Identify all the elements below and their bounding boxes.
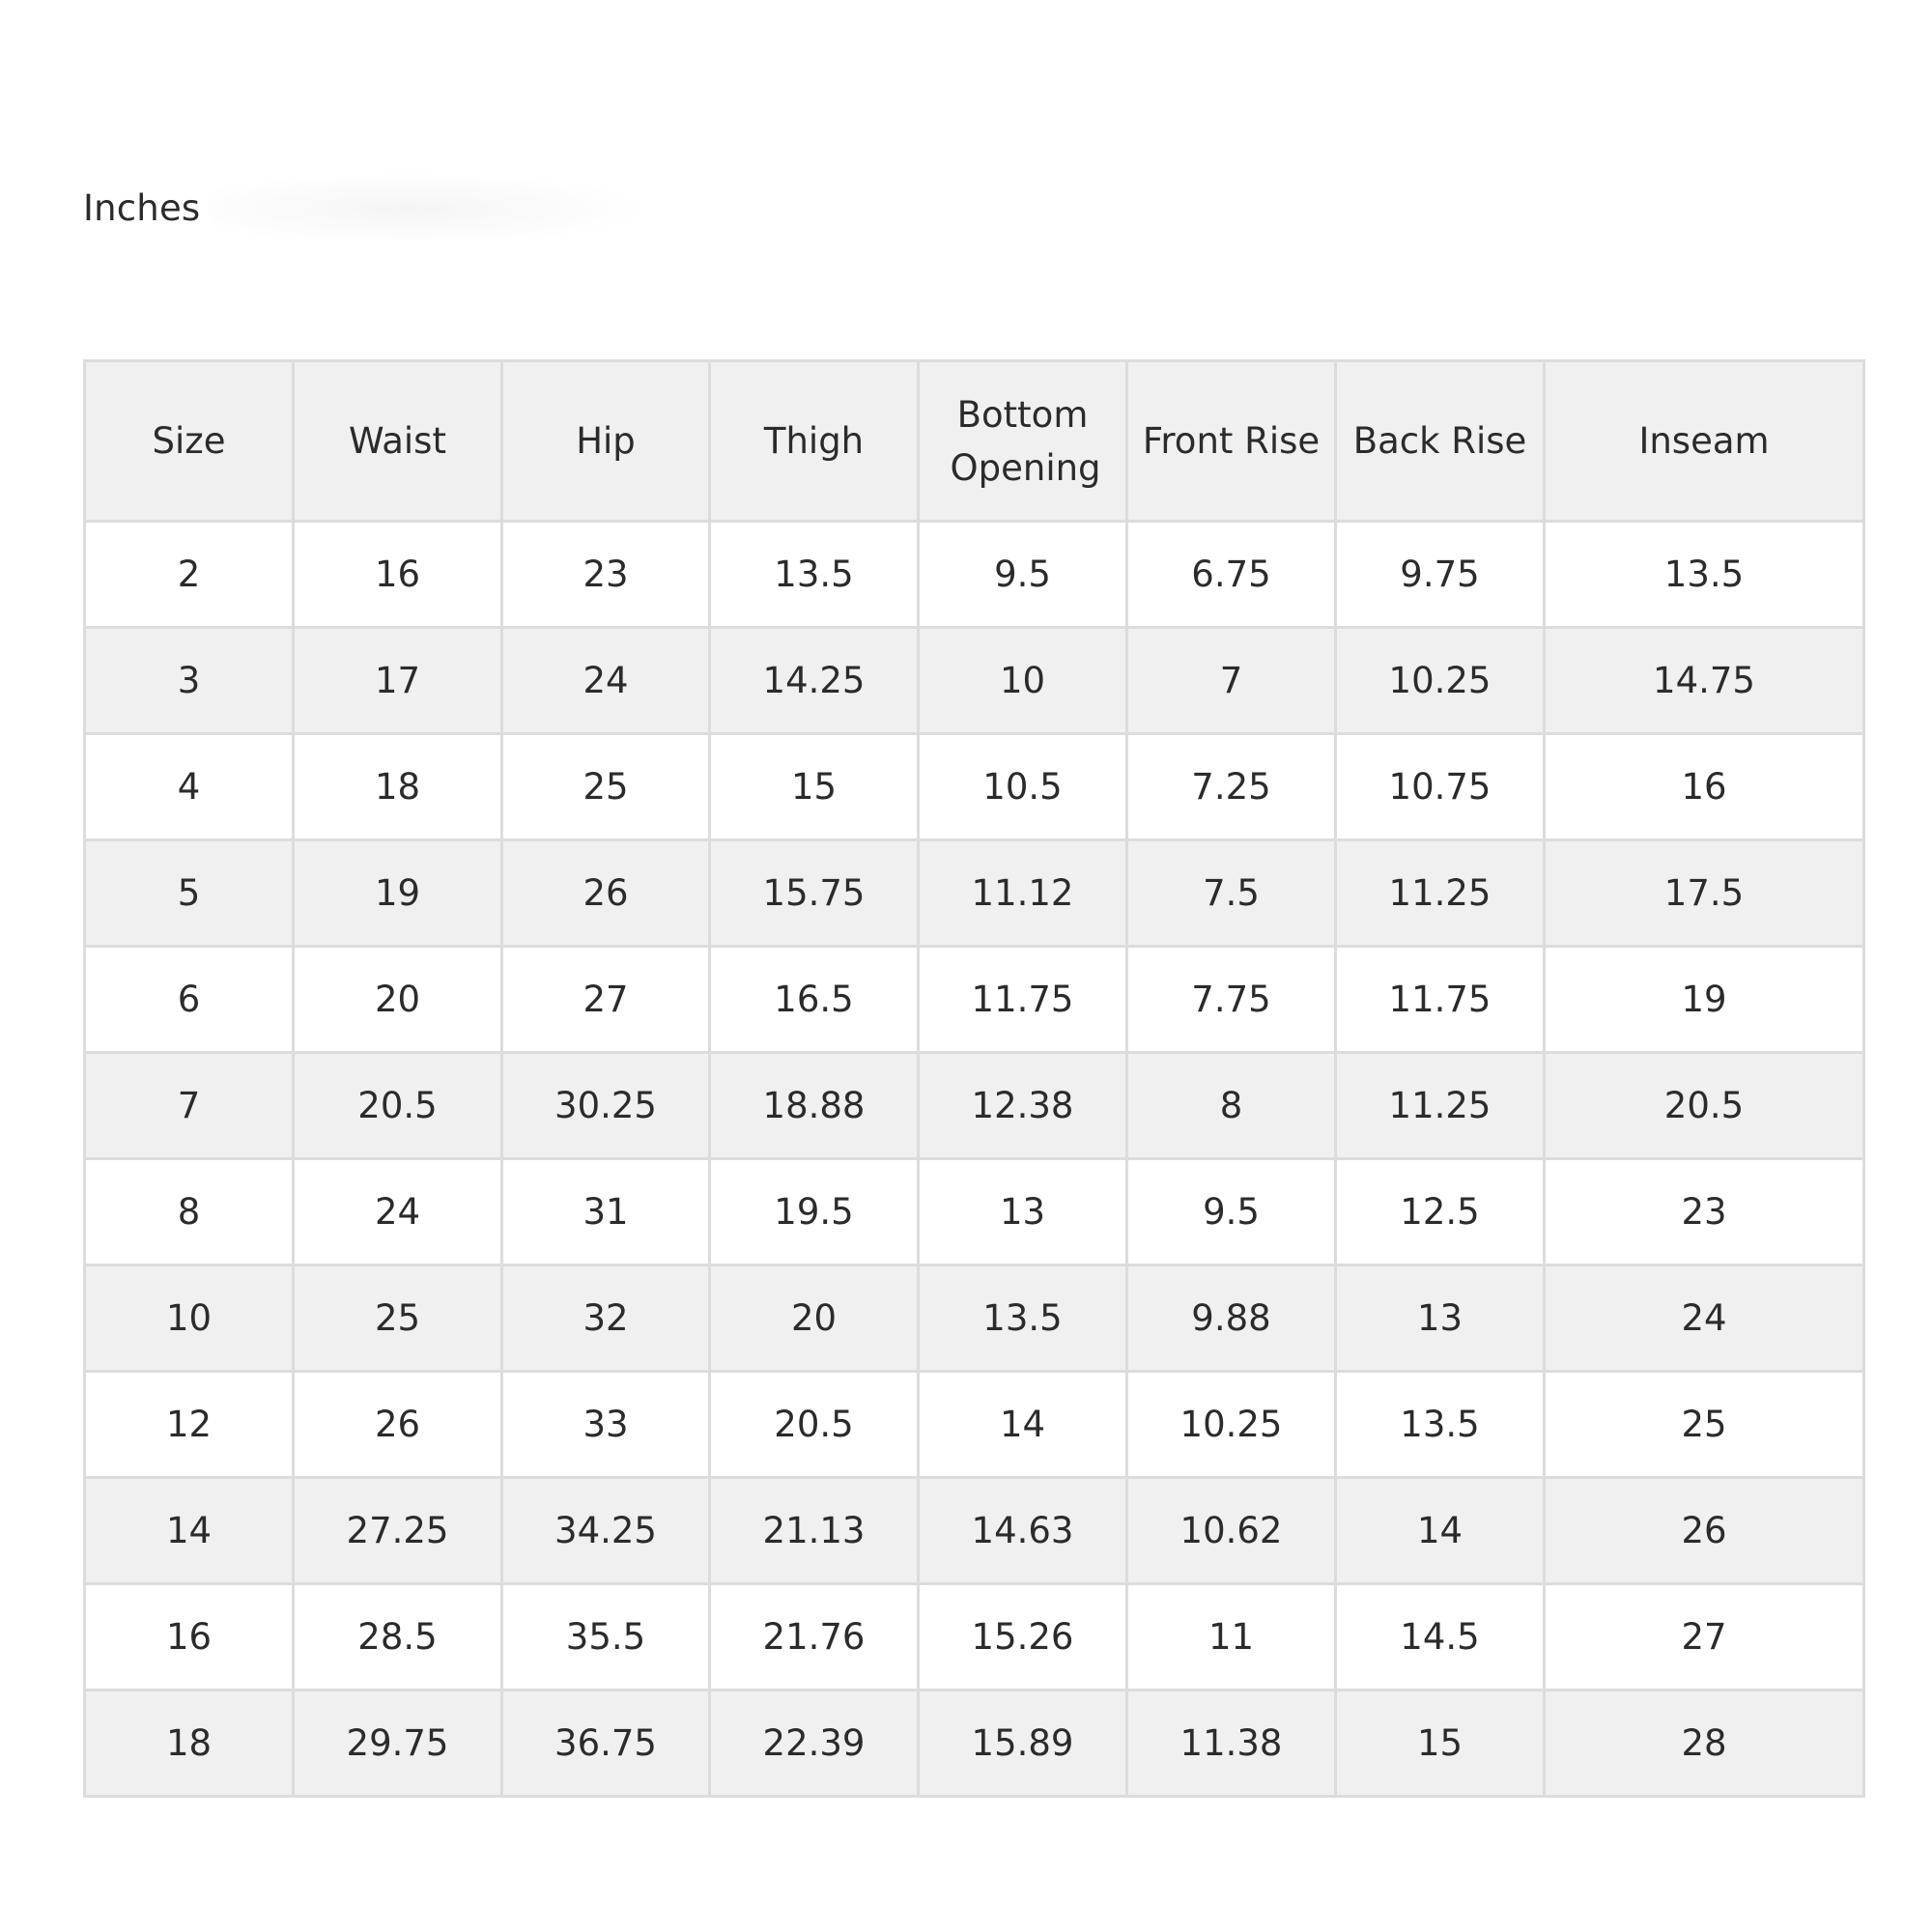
cell-waist: 17 [294,628,502,734]
cell-bottom-opening: 14.63 [919,1478,1127,1584]
cell-back-rise: 15 [1336,1690,1545,1797]
cell-size: 10 [85,1265,294,1372]
cell-bottom-opening: 11.12 [919,840,1127,947]
header-bottom-opening [919,361,1127,522]
cell-hip: 35.5 [502,1584,710,1690]
header-thigh: Thigh [710,361,919,522]
cell-inseam: 13.5 [1545,522,1864,628]
cell-bottom-opening: 12.38 [919,1053,1127,1159]
cell-thigh: 20.5 [710,1372,919,1478]
cell-bottom-opening: 14 [919,1372,1127,1478]
cell-thigh: 21.13 [710,1478,919,1584]
table-row [85,1159,1864,1265]
cell-waist: 29.75 [294,1690,502,1797]
cell-waist: 16 [294,522,502,628]
cell-thigh: 14.25 [710,628,919,734]
table-row [85,734,1864,840]
cell-inseam: 26 [1545,1478,1864,1584]
cell-inseam: 28 [1545,1690,1864,1797]
cell-size: 3 [85,628,294,734]
cell-bottom-opening: 13 [919,1159,1127,1265]
cell-hip: 34.25 [502,1478,710,1584]
blurred-region [208,172,652,240]
cell-front-rise: 7.25 [1127,734,1336,840]
cell-waist: 20 [294,947,502,1053]
cell-back-rise: 11.25 [1336,1053,1545,1159]
cell-size: 12 [85,1372,294,1478]
cell-inseam: 14.75 [1545,628,1864,734]
cell-front-rise: 8 [1127,1053,1336,1159]
cell-back-rise: 13.5 [1336,1372,1545,1478]
cell-thigh: 19.5 [710,1159,919,1265]
cell-size: 18 [85,1690,294,1797]
cell-waist: 24 [294,1159,502,1265]
cell-size: 16 [85,1584,294,1690]
cell-waist: 20.5 [294,1053,502,1159]
cell-inseam: 27 [1545,1584,1864,1690]
cell-inseam: 23 [1545,1159,1864,1265]
cell-hip: 26 [502,840,710,947]
cell-inseam: 25 [1545,1372,1864,1478]
table-row [85,1265,1864,1372]
cell-hip: 23 [502,522,710,628]
cell-back-rise: 10.25 [1336,628,1545,734]
table-row [85,628,1864,734]
cell-waist: 26 [294,1372,502,1478]
cell-bottom-opening: 15.89 [919,1690,1127,1797]
cell-hip: 36.75 [502,1690,710,1797]
cell-thigh: 16.5 [710,947,919,1053]
cell-size: 7 [85,1053,294,1159]
cell-front-rise: 6.75 [1127,522,1336,628]
cell-inseam: 24 [1545,1265,1864,1372]
cell-back-rise: 12.5 [1336,1159,1545,1265]
cell-back-rise: 14.5 [1336,1584,1545,1690]
header-front-rise: Front Rise [1127,361,1336,522]
header-back-rise: Back Rise [1336,361,1545,522]
cell-hip: 31 [502,1159,710,1265]
cell-hip: 30.25 [502,1053,710,1159]
cell-waist: 28.5 [294,1584,502,1690]
cell-thigh: 18.88 [710,1053,919,1159]
cell-bottom-opening: 15.26 [919,1584,1127,1690]
cell-thigh: 22.39 [710,1690,919,1797]
header-inseam: Inseam [1545,361,1864,522]
cell-hip: 25 [502,734,710,840]
cell-size: 2 [85,522,294,628]
header-bottom-opening-text: Bottom Opening [950,393,1101,489]
cell-hip: 27 [502,947,710,1053]
cell-bottom-opening: 13.5 [919,1265,1127,1372]
cell-size: 14 [85,1478,294,1584]
cell-front-rise: 11.38 [1127,1690,1336,1797]
cell-size: 4 [85,734,294,840]
header-waist: Waist [294,361,502,522]
cell-front-rise: 10.25 [1127,1372,1336,1478]
cell-inseam: 20.5 [1545,1053,1864,1159]
table-row [85,1478,1864,1584]
header-hip: Hip [502,361,710,522]
table-row [85,1372,1864,1478]
cell-thigh: 13.5 [710,522,919,628]
cell-inseam: 16 [1545,734,1864,840]
cell-hip: 33 [502,1372,710,1478]
table-row [85,1053,1864,1159]
cell-waist: 19 [294,840,502,947]
cell-thigh: 21.76 [710,1584,919,1690]
cell-back-rise: 9.75 [1336,522,1545,628]
cell-thigh: 20 [710,1265,919,1372]
cell-back-rise: 10.75 [1336,734,1545,840]
cell-front-rise: 10.62 [1127,1478,1336,1584]
cell-front-rise: 9.88 [1127,1265,1336,1372]
cell-size: 6 [85,947,294,1053]
cell-inseam: 19 [1545,947,1864,1053]
table-row [85,1690,1864,1797]
table-row [85,522,1864,628]
cell-front-rise: 7.75 [1127,947,1336,1053]
cell-hip: 24 [502,628,710,734]
cell-waist: 18 [294,734,502,840]
cell-bottom-opening: 10 [919,628,1127,734]
cell-inseam: 17.5 [1545,840,1864,947]
cell-waist: 25 [294,1265,502,1372]
cell-thigh: 15.75 [710,840,919,947]
units-label: Inches [83,187,201,229]
cell-size: 5 [85,840,294,947]
cell-bottom-opening: 10.5 [919,734,1127,840]
size-chart-table [83,359,1865,1798]
table-body [85,522,1864,1797]
cell-bottom-opening: 9.5 [919,522,1127,628]
cell-thigh: 15 [710,734,919,840]
cell-front-rise: 9.5 [1127,1159,1336,1265]
table-header-row [85,361,1864,522]
cell-front-rise: 7.5 [1127,840,1336,947]
table-row [85,1584,1864,1690]
cell-hip: 32 [502,1265,710,1372]
table-row [85,840,1864,947]
cell-back-rise: 13 [1336,1265,1545,1372]
table-row [85,947,1864,1053]
cell-back-rise: 11.25 [1336,840,1545,947]
cell-waist: 27.25 [294,1478,502,1584]
header-size: Size [85,361,294,522]
cell-front-rise: 11 [1127,1584,1336,1690]
cell-back-rise: 14 [1336,1478,1545,1584]
cell-back-rise: 11.75 [1336,947,1545,1053]
cell-size: 8 [85,1159,294,1265]
cell-bottom-opening: 11.75 [919,947,1127,1053]
cell-front-rise: 7 [1127,628,1336,734]
